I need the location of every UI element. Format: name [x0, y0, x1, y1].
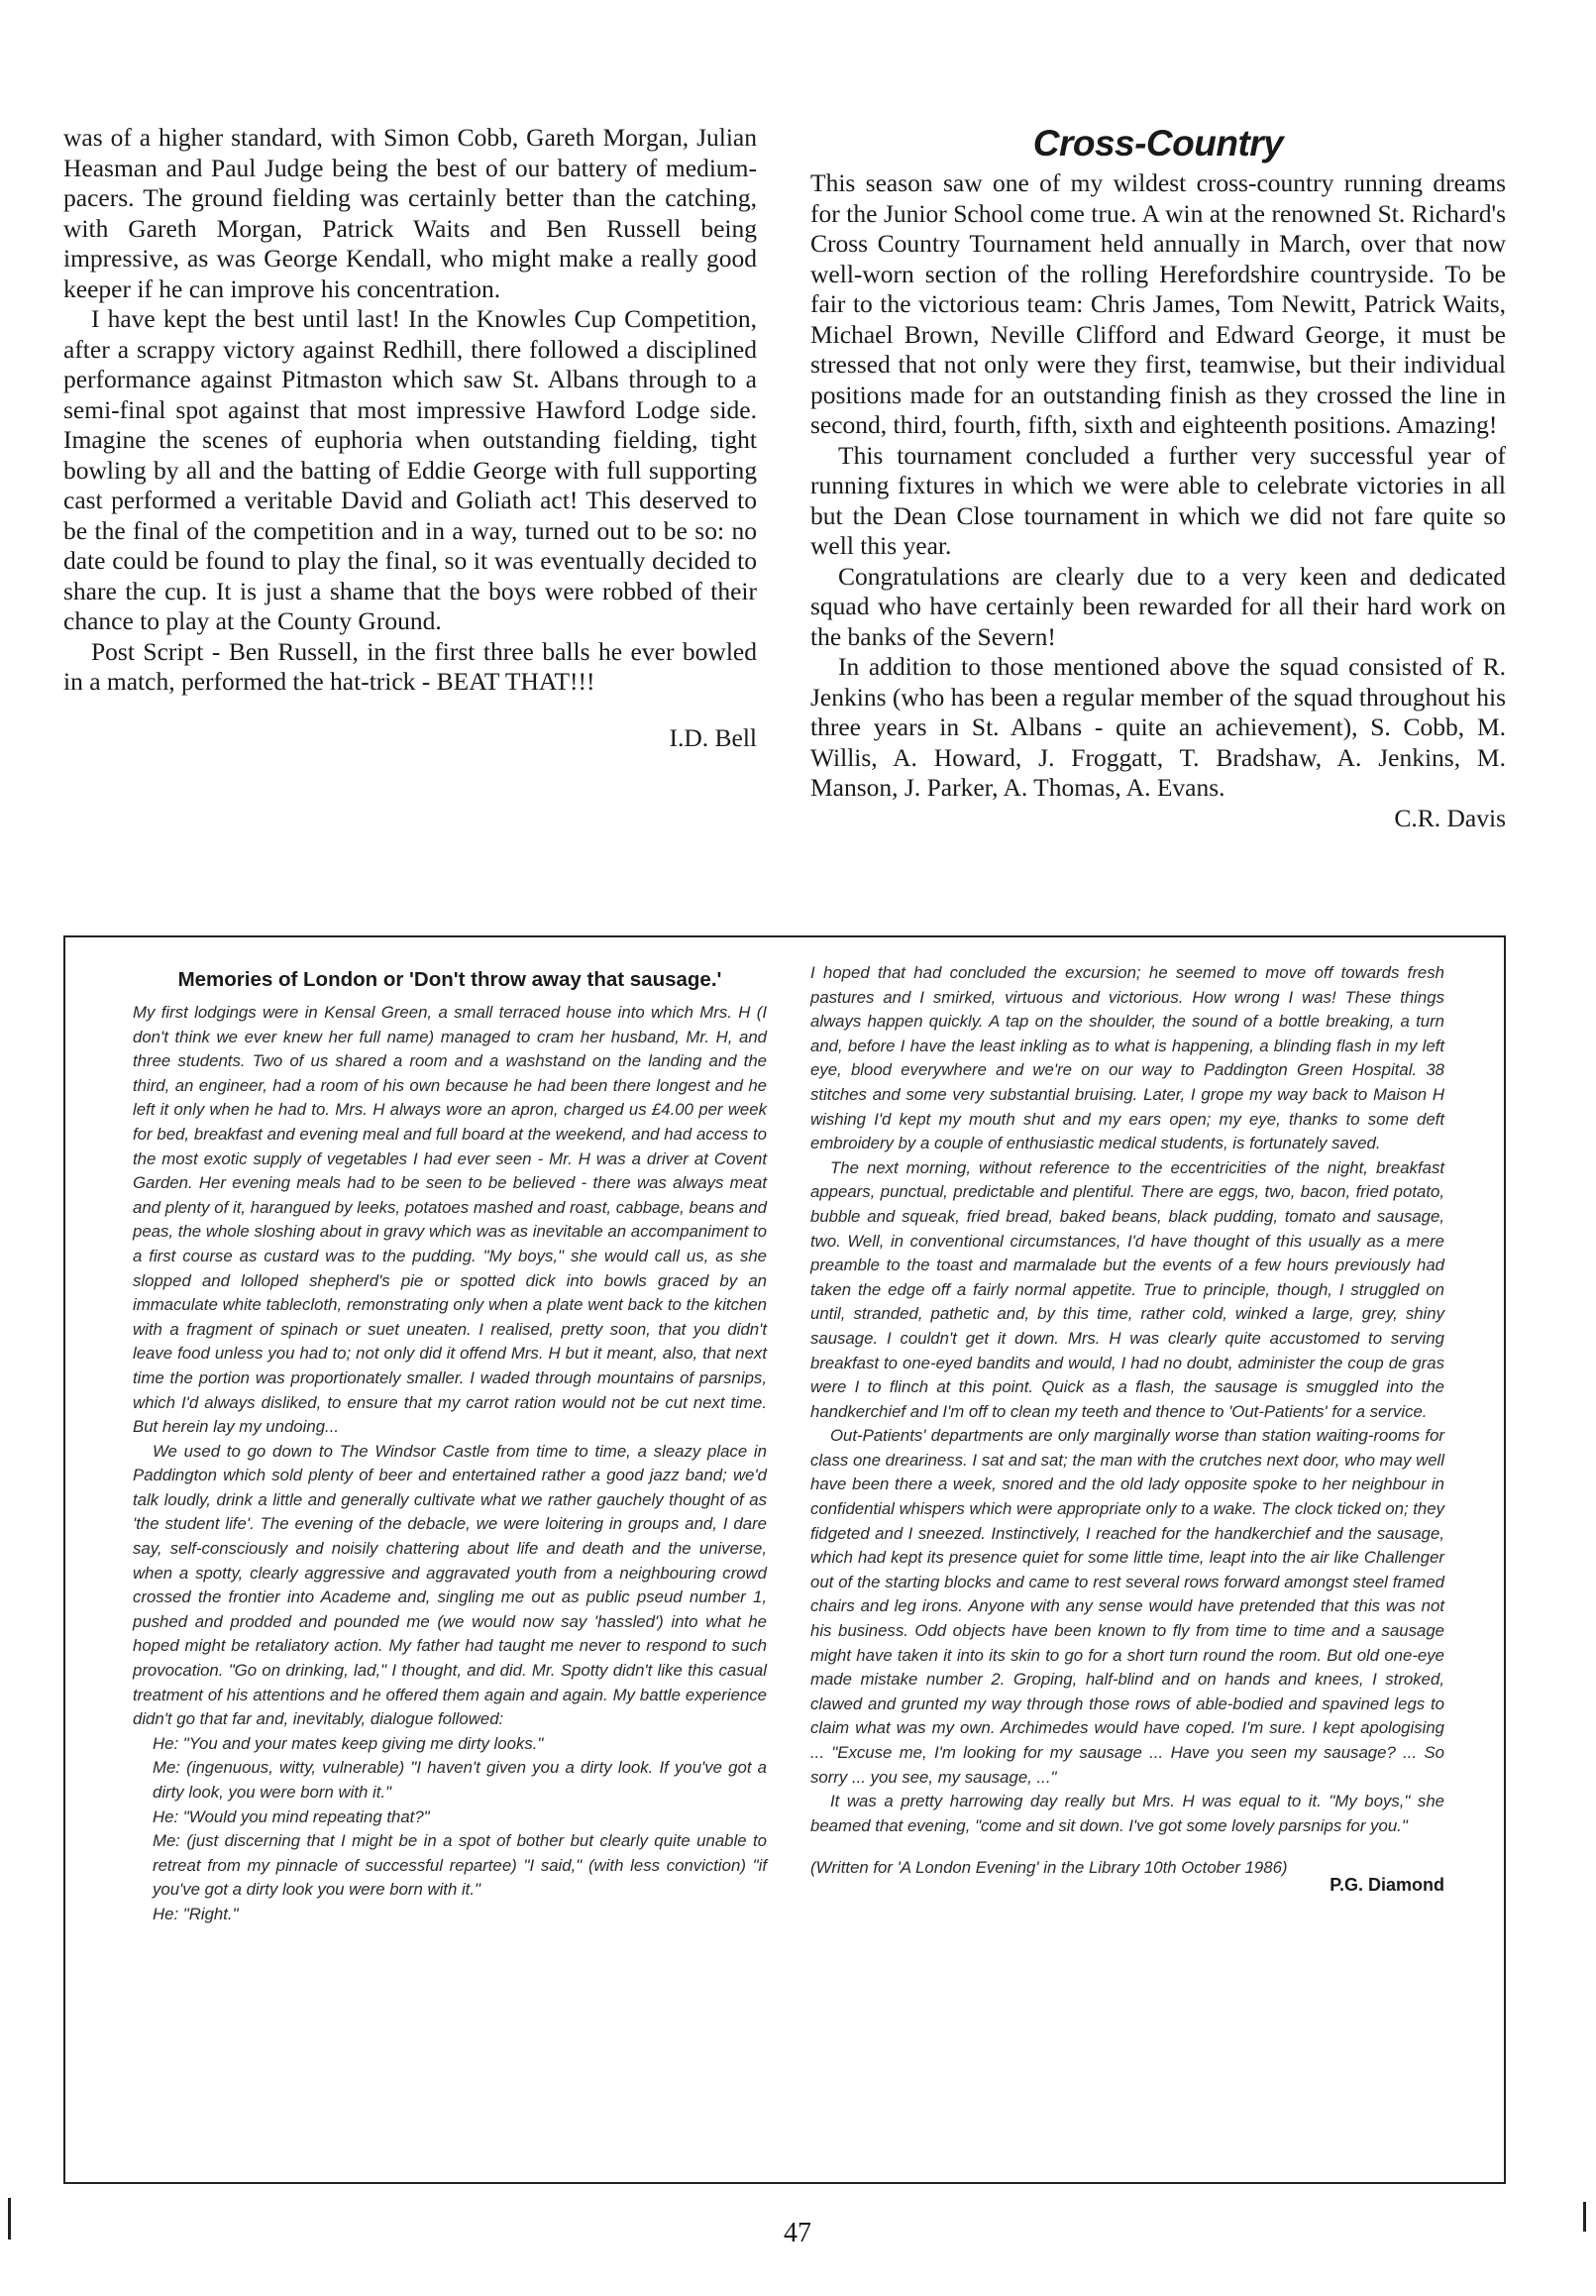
- scan-edge-mark-right: [1583, 2202, 1586, 2232]
- cross-country-column: [810, 123, 1506, 833]
- cross-country-title: Cross-Country: [1032, 123, 1284, 164]
- dialogue-line-1: He: "You and your mates keep giving me dirty looks.": [153, 1733, 544, 1753]
- dialogue-line-4: Me: (just discerning that I might be in a spot of bother but clearly quite unable to retreat from my pinnacle of successful repartee) "I said," (with less conviction) "if you've got a dirty look you were born with it.": [153, 1831, 767, 1900]
- dialogue-line-3: He: "Would you mind repeating that?": [153, 1806, 430, 1826]
- article-title: Memories of London or 'Don't throw away that sausage.': [177, 968, 722, 991]
- article-paragraph-1: My first lodgings were in Kensal Green, a small terraced house into which Mrs. H (I don't think we ever knew her full name) managed to cram her husband, Mr. H, and three students. Two of us shared a room and a washstand on the landing and the third, an engineer, had a room of his own because he had been there longest and he left it only when he had to. Mrs. H always wore an apron, charged us £4.00 per week for bed, breakfast and evening meal and full board at the weekend, and had access to the most exotic supply of vegetables I had ever seen - Mr. H was a driver at Covent Garden. Her evening meals had to be seen to be believed - there was always meat and plenty of it, harangued by leeks, potatoes mashed and roast, cabbage, beans and peas, the whole sloshing about in gravy which was as inevitable an accompaniment to a first course as custard was to the pudding. "My boys," she would call us, as she slopped and lolloped shepherd's pie or spotted dick into bowls graced by an immaculate white tablecloth, remonstrating only when a plate went back to the kitchen with a fragment of spinach or suet uneaten. I realised, pretty soon, that you didn't leave food unless you had to; not only did it offend Mrs. H but it meant, also, that next time the portion was proportionately smaller. I waded through mountains of parsnips, which I'd always disliked, to ensure that my carrot ration would not be cut next time. But herein lay my undoing...: [133, 1003, 767, 1437]
- cross-country-paragraph-1: This season saw one of my wildest cross-country running dreams for the Junior School come true. A win at the renowned St. Richard's Cross Country Tournament held annually in March, over that now well-worn section of the rolling Herefordshire countryside. To be fair to the victorious team: Chris James, Tom Newitt, Patrick Waits, Michael Brown, Neville Clifford and Edward George, it must be stressed that not only were they first, teamwise, but their individual positions made for an outstanding finish as they crossed the line in second, third, fourth, fifth, sixth and eighteenth positions. Amazing!: [810, 168, 1506, 439]
- dialogue-line-2: Me: (ingenuous, witty, vulnerable) "I haven't given you a dirty look. If you've got a dirty look, you were born with it.": [153, 1758, 767, 1802]
- cross-country-paragraph-2: This tournament concluded a further very successful year of running fixtures in which we were able to celebrate victories in all but the Dean Close tournament in which we did not fare quite so well this year.: [810, 440, 1506, 560]
- article-left-column: [133, 967, 767, 1927]
- article-paragraph-2: We used to go down to The Windsor Castle from time to time, a sleazy place in Paddington which sold plenty of beer and entertained rather a good jazz band; we'd talk loudly, drink a little and generally cultivate what we rather gauchely thought of as 'the student life'. The evening of the debacle, we were loitering in groups and, I dare say, self-consciously and noisily chattering about life and death and the universe, when a spotty, clearly aggressive and aggravated youth from a neighbouring crowd crossed the frontier into Academe and, singling me out as public pseud number 1, pushed and prodded and pounded me (we would now say 'hassled') into what he hoped might be retaliatory action. My father had taught me never to respond to such provocation. "Go on drinking, lad," I thought, and did. Mr. Spotty didn't like this casual treatment of his attentions and he offered them again and again. My battle experience didn't go that far and, inevitably, dialogue followed:: [133, 1441, 767, 1729]
- cricket-signature: I.D. Bell: [669, 722, 757, 752]
- dialogue-line-5: He: "Right.": [153, 1904, 239, 1923]
- page-number: 47: [784, 2218, 811, 2248]
- cricket-report-column: [63, 123, 757, 753]
- cricket-paragraph-1: was of a higher standard, with Simon Cobb, Gareth Morgan, Julian Heasman and Paul Judge being the best of our battery of medium-pacers. The ground fielding was certainly better than the catching, with Gareth Morgan, Patrick Waits and Ben Russell being impressive, as was George Kendall, who might make a really good keeper if he can improve his concentration.: [63, 123, 757, 303]
- article-paragraph-4: The next morning, without reference to the eccentricities of the night, breakfast appears, punctual, predictable and plentiful. There are eggs, two, bacon, fried potato, bubble and squeak, fried bread, baked beans, black pudding, tomato and sausage, two. Well, in conventional circumstances, I'd have thought of this usually as a mere preamble to the toast and marmalade but the events of a few hours previously had taken the edge off a fairly normal appetite. True to principle, though, I struggled on until, stranded, pathetic and, by this time, rather cold, winked a large, grey, shiny sausage. I couldn't get it down. Mrs. H was clearly quite accustomed to serving breakfast to one-eyed bandits and would, I had no doubt, administer the coup de gras were I to flinch at this point. Quick as a flash, the sausage is smuggled into the handkerchief and I'm off to clean my teeth and thence to 'Out-Patients' for a service.: [810, 1157, 1444, 1421]
- cricket-paragraph-3: Post Script - Ben Russell, in the first three balls he ever bowled in a match, performed the hat-trick - BEAT THAT!!!: [63, 636, 757, 696]
- cross-country-paragraph-3: Congratulations are clearly due to a very keen and dedicated squad who have certainly been rewarded for all their hard work on the banks of the Severn!: [810, 561, 1506, 651]
- scan-edge-mark: [8, 2198, 11, 2240]
- article-right-column: [810, 961, 1444, 1896]
- article-paragraph-6: It was a pretty harrowing day really but Mrs. H was equal to it. "My boys," she beamed that evening, "come and sit down. I've got some lovely parsnips for you.": [810, 1792, 1444, 1835]
- memories-of-london-box: [63, 935, 1506, 2184]
- cricket-paragraph-2: I have kept the best until last! In the Knowles Cup Competition, after a scrappy victory against Redhill, there followed a disciplined performance against Pitmaston which saw St. Albans through to a semi-final spot against that most impressive Hawford Lodge side. Imagine the scenes of euphoria when outstanding fielding, tight bowling by all and the batting of Eddie George with full supporting cast performed a veritable David and Goliath act! This deserved to be the final of the competition and in a way, turned out to be so: no date could be found to play the final, so it was eventually decided to share the cup. It is just a shame that the boys were robbed of their chance to play at the County Ground.: [63, 304, 757, 635]
- article-author: P.G. Diamond: [1330, 1874, 1444, 1895]
- article-note: (Written for 'A London Evening' in the Library 10th October 1986): [810, 1858, 1288, 1878]
- cross-country-paragraph-4: In addition to those mentioned above the squad consisted of R. Jenkins (who has been a regular member of the squad throughout his three years in St. Albans - quite an achievement), S. Cobb, M. Willis, A. Howard, J. Froggatt, T. Bradshaw, A. Jenkins, M. Manson, J. Parker, A. Thomas, A. Evans.: [810, 652, 1506, 802]
- article-paragraph-5: Out-Patients' departments are only marginally worse than station waiting-rooms for class one dreariness. I sat and sat; the man with the crutches next door, who may well have been there a week, snored and the old lady opposite spoke to her neighbour in confidential whispers which were appropriate only to a wake. The clock ticked on; they fidgeted and I sneezed. Instinctively, I reached for the handkerchief and the sausage, which had kept its presence quiet for some little time, leapt into the air like Challenger out of the starting blocks and came to rest several rows forward amongst steel framed chairs and leg irons. Anyone with any sense would have pretended that this was not his business. Odd objects have been known to fly from time to time and a sausage might have taken it into its skin to go for a short turn round the room. But old one-eye made mistake number 2. Groping, half-blind and on hands and knees, I stroked, clawed and grunted my way through those rows of able-bodied and spavined legs to claim what was my own. Archimedes would have coped. I'm sure. I kept apologising ... "Excuse me, I'm looking for my sausage ... Have you seen my sausage? ... So sorry ... you see, my sausage, ...": [810, 1426, 1444, 1787]
- cross-country-signature: C.R. Davis: [1394, 803, 1506, 832]
- article-paragraph-3: I hoped that had concluded the excursion; he seemed to move off towards fresh pastures and I smirked, virtuous and victorious. How wrong I was! These things always happen quickly. A tap on the shoulder, the sound of a bottle breaking, a turn and, before I have the least inkling as to what is happening, a blinding flash in my left eye, blood everywhere and we're on our way to Paddington Green Hospital. 38 stitches and some very substantial bruising. Later, I grope my way back to Maison H wishing I'd kept my mouth shut and my ears open; my eye, thanks to some deft embroidery by a couple of enthusiastic medical students, is fortunately saved.: [810, 963, 1444, 1153]
